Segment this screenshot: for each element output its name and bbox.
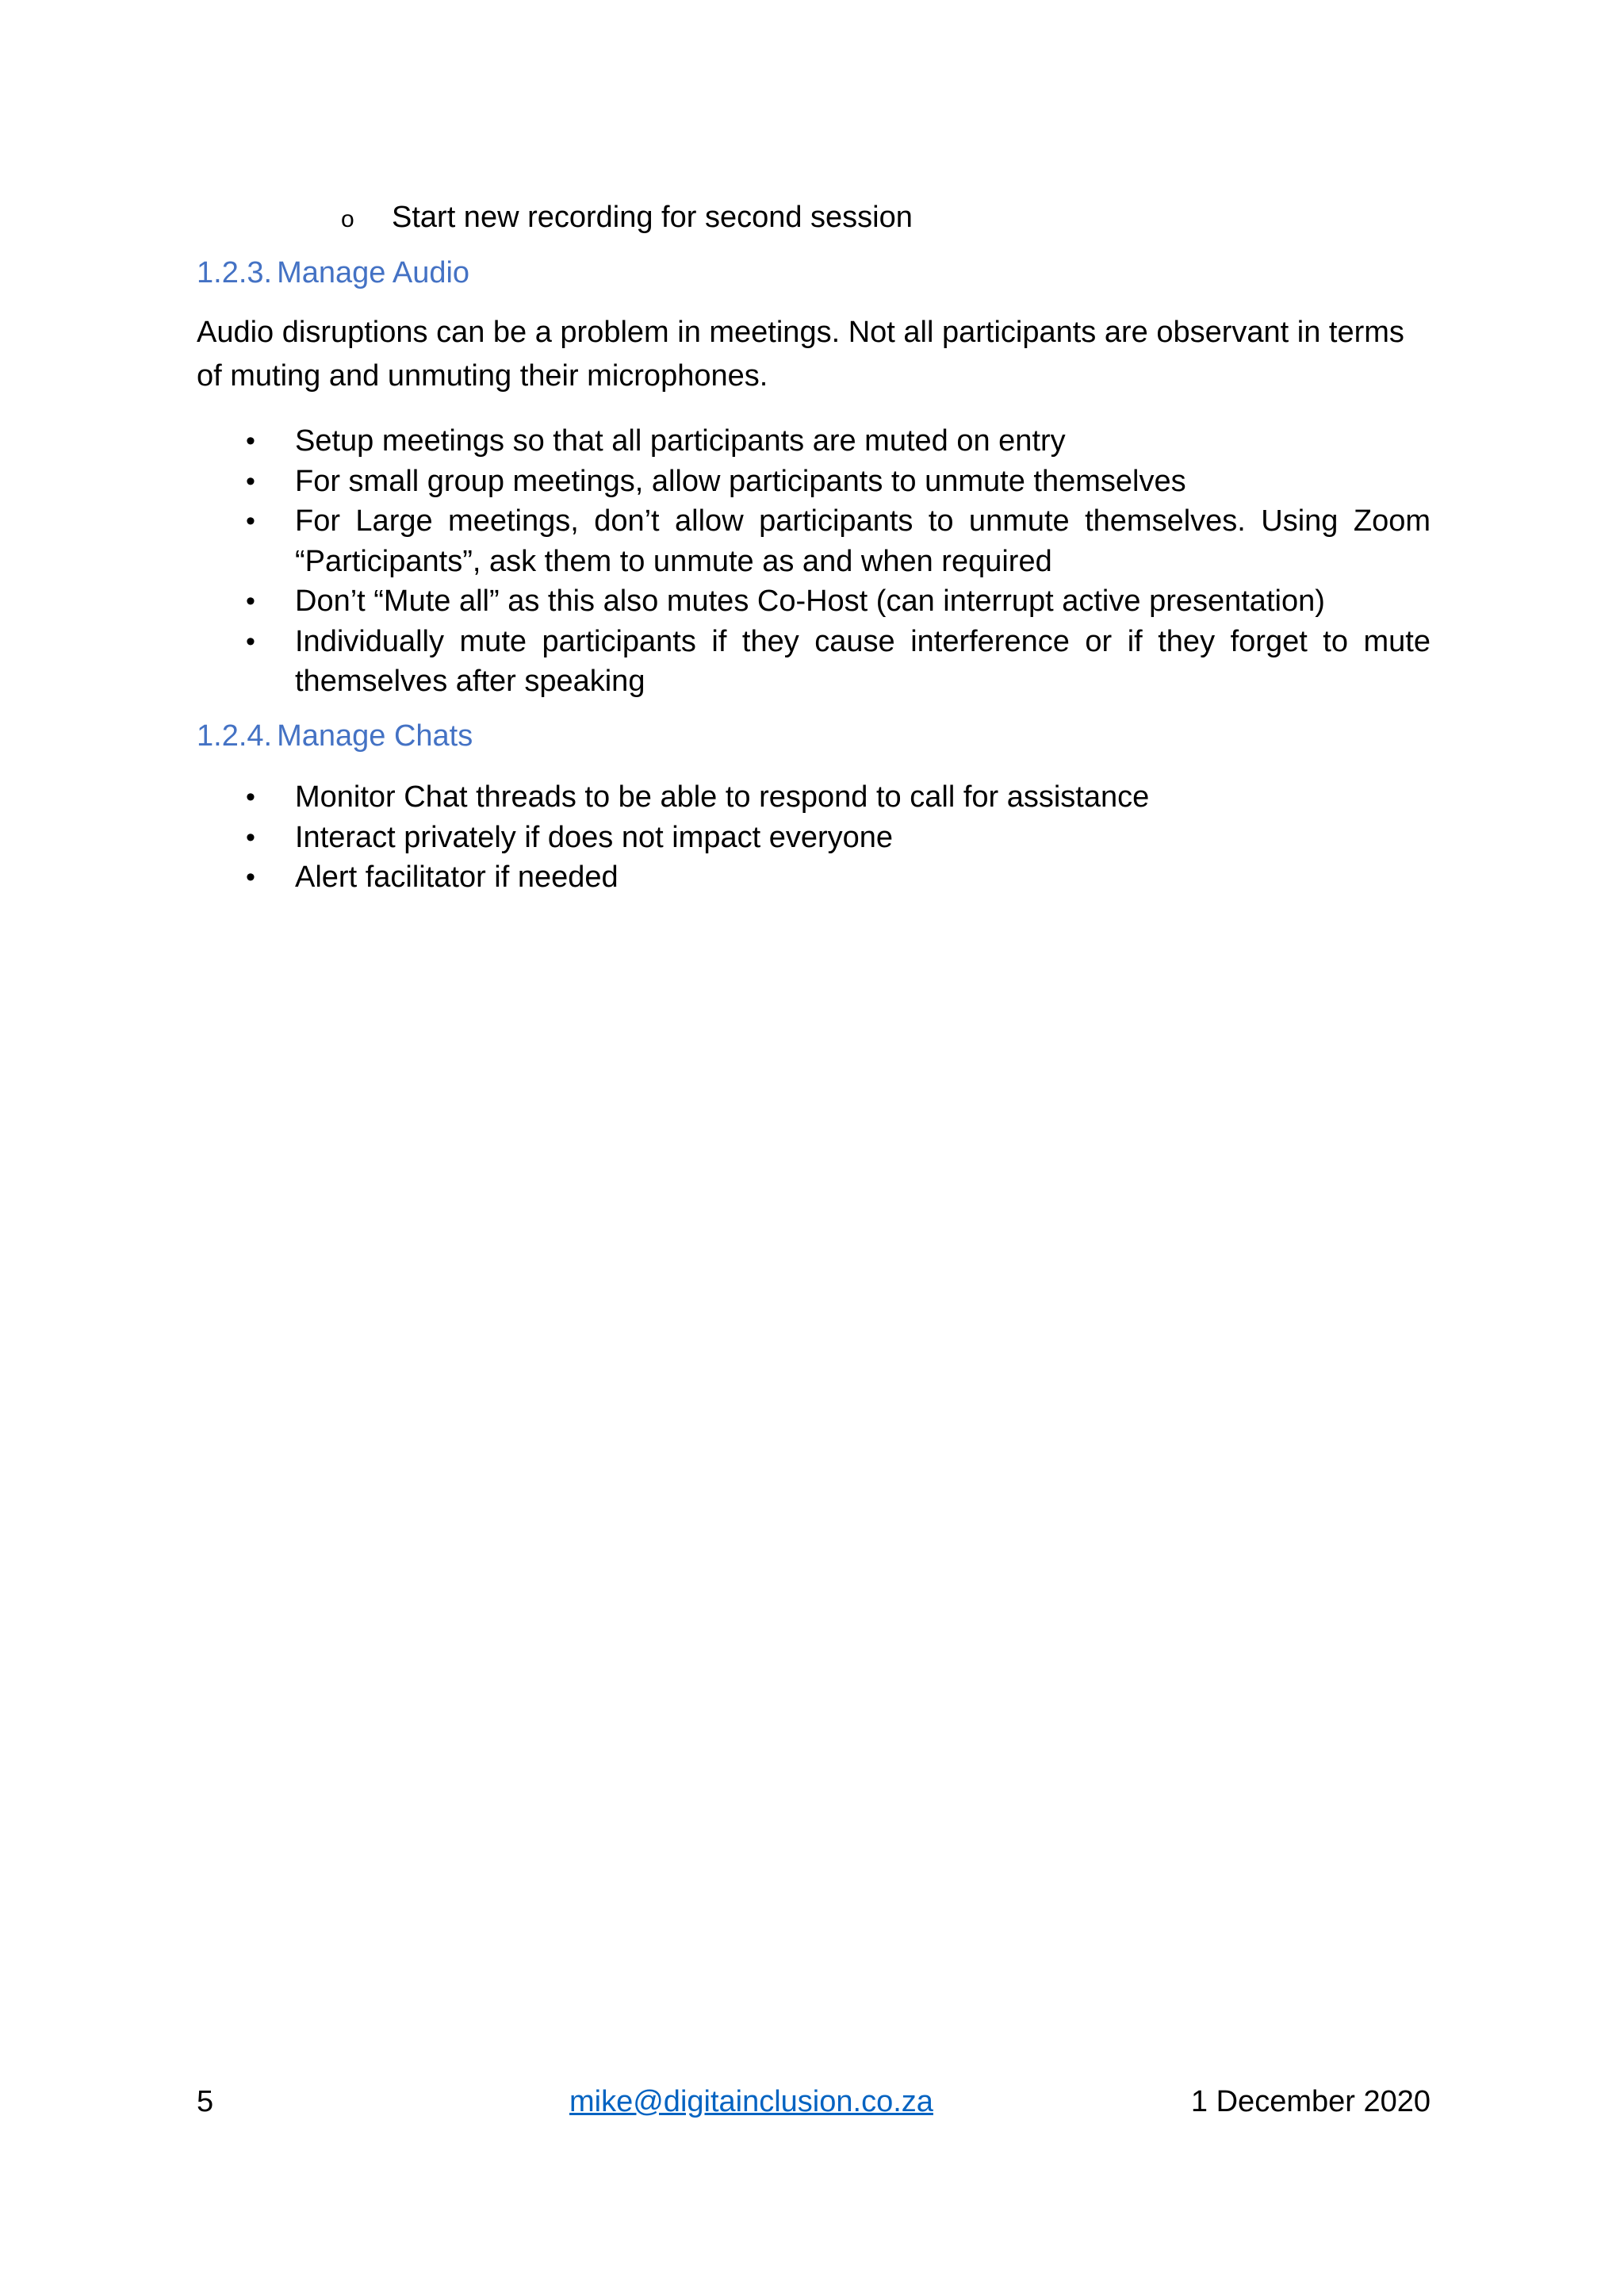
list-item-text: Don’t “Mute all” as this also mutes Co-Host (can interrupt active presentation) <box>295 585 1325 618</box>
footer-date: 1 December 2020 <box>1190 2085 1431 2118</box>
list-item <box>197 777 1431 818</box>
hollow-circle-bullet-icon: o <box>341 206 354 232</box>
list-item-text: Setup meetings so that all participants are muted on entry <box>295 424 1066 458</box>
bullet-icon: • <box>246 782 255 812</box>
bullet-icon: • <box>246 626 255 657</box>
bullet-icon: • <box>246 862 255 892</box>
heading-manage-chats <box>197 715 473 757</box>
chats-bullet-list <box>197 777 1431 898</box>
bullet-icon: • <box>246 822 255 853</box>
email-link[interactable]: mike@digitainclusion.co.za <box>569 2085 933 2118</box>
list-item-text: For Large meetings, don’t allow participants to unmute themselves. Using Zoom “Participants”, ask them to unmute as and when required <box>295 504 1431 578</box>
audio-intro-paragraph <box>197 311 1434 398</box>
list-item <box>197 581 1431 622</box>
paragraph-line: Audio disruptions can be a problem in meetings. Not all participants are observant in terms <box>197 316 1404 349</box>
list-item <box>197 818 1431 858</box>
list-item-text: Interact privately if does not impact everyone <box>295 820 894 854</box>
list-item <box>197 501 1431 581</box>
list-item <box>197 462 1431 502</box>
heading-number: 1.2.4. <box>197 719 273 753</box>
heading-manage-audio <box>197 252 469 293</box>
bullet-icon: • <box>246 586 255 616</box>
page-number: 5 <box>197 2085 214 2118</box>
list-item <box>197 421 1431 462</box>
paragraph-line: of muting and unmuting their microphones. <box>197 359 768 393</box>
audio-bullet-list <box>197 421 1431 702</box>
bullet-icon: • <box>246 506 255 536</box>
bullet-icon: • <box>246 466 255 496</box>
sub-bullet-text: Start new recording for second session <box>392 201 913 234</box>
bullet-icon: • <box>246 426 255 456</box>
list-item-text: Individually mute participants if they cause interference or if they forget to mute themselves after speaking <box>295 624 1431 698</box>
sub-bullet-item <box>341 197 913 240</box>
list-item <box>197 857 1431 898</box>
list-item-text: For small group meetings, allow participants to unmute themselves <box>295 464 1186 498</box>
heading-title: Manage Chats <box>277 719 473 753</box>
list-item <box>197 622 1431 702</box>
heading-title: Manage Audio <box>277 256 470 289</box>
list-item-text: Alert facilitator if needed <box>295 861 619 894</box>
list-item-text: Monitor Chat threads to be able to respond to call for assistance <box>295 780 1150 814</box>
heading-number: 1.2.3. <box>197 256 273 289</box>
page-footer <box>197 2079 1431 2124</box>
